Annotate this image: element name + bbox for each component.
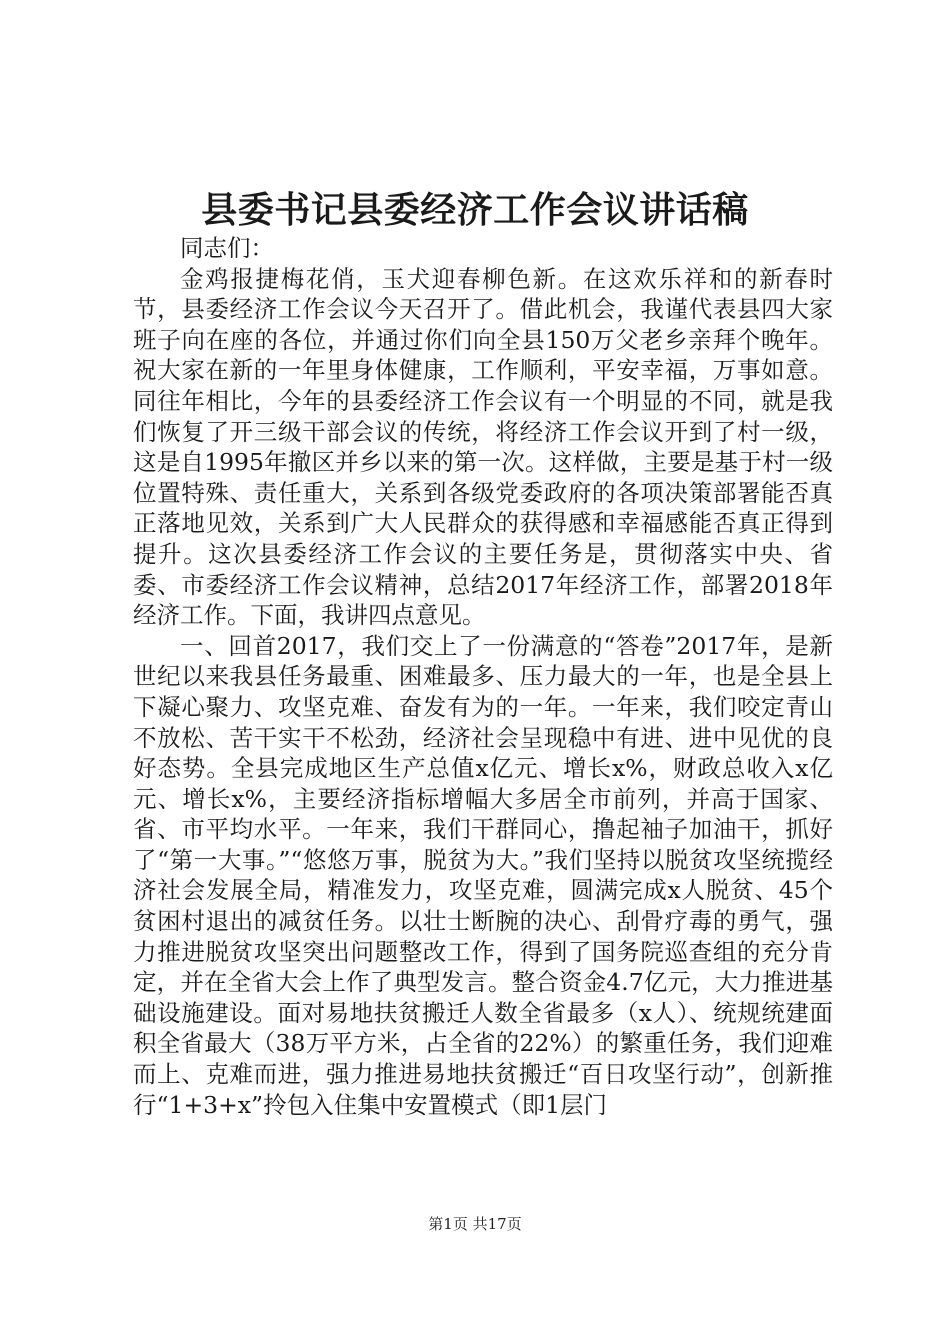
document-title: 县委书记县委经济工作会议讲话稿 (201, 189, 749, 231)
paragraph-opening: 金鸡报捷梅花俏，玉犬迎春柳色新。在这欢乐祥和的新春时节，县委经济工作会议今天召开了。借此机会，我谨代表县四大家班子向在座的各位，并通过你们向全县150万父老乡亲拜个晚年。祝大家在新的一年里身体健康，工作顺利，平安幸福，万事如意。同往年相比，今年的县委经济工作会议有一个明显的不同，就是我们恢复了开三级干部会议的传统，将经济工作会议开到了村一级，这是自1995年撤区并乡以来的第一次。这样做，主要是基于村一级位置特殊、责任重大，关系到各级党委政府的各项决策部署能否真正落地见效，关系到广大人民群众的获得感和幸福感能否真正得到提升。这次县委经济工作会议的主要任务是，贯彻落实中央、省委、市委经济工作会议精神，总结2017年经济工作，部署2018年经济工作。下面，我讲四点意见。 (133, 264, 833, 630)
page-number: 第1页 共17页 (428, 1215, 522, 1233)
paragraph-section-one: 一、回首2017，我们交上了一份满意的“答卷”2017年，是新世纪以来我县任务最重、困难最多、压力最大的一年，也是全县上下凝心聚力、攻坚克难、奋发有为的一年。一年来，我们咬定青山不放松、苦干实干不松劲，经济社会呈现稳中有进、进中见优的良好态势。全县完成地区生产总值x亿元、增长x%，财政总收入x亿元、增长x%，主要经济指标增幅大多居全市前列，并高于国家、省、市平均水平。一年来，我们干群同心，撸起袖子加油干，抓好了“第一大事。”“悠悠万事，脱贫为大。”我们坚持以脱贫攻坚统揽经济社会发展全局，精准发力，攻坚克难，圆满完成x人脱贫、45个贫困村退出的减贫任务。以壮士断腕的决心、刮骨疗毒的勇气，强力推进脱贫攻坚突出问题整改工作，得到了国务院巡查组的充分肯定，并在全省大会上作了典型发言。整合资金4.7亿元，大力推进基础设施建设。面对易地扶贫搬迁人数全省最多（x人）、统规统建面积全省最大（38万平方米，占全省的22%）的繁重任务，我们迎难而上、克难而进，强力推进易地扶贫搬迁“百日攻坚行动”，创新推行“1+3+x”拎包入住集中安置模式（即1层门 (133, 631, 833, 1119)
document-body (133, 233, 833, 1120)
greeting: 同志们： (180, 234, 274, 262)
